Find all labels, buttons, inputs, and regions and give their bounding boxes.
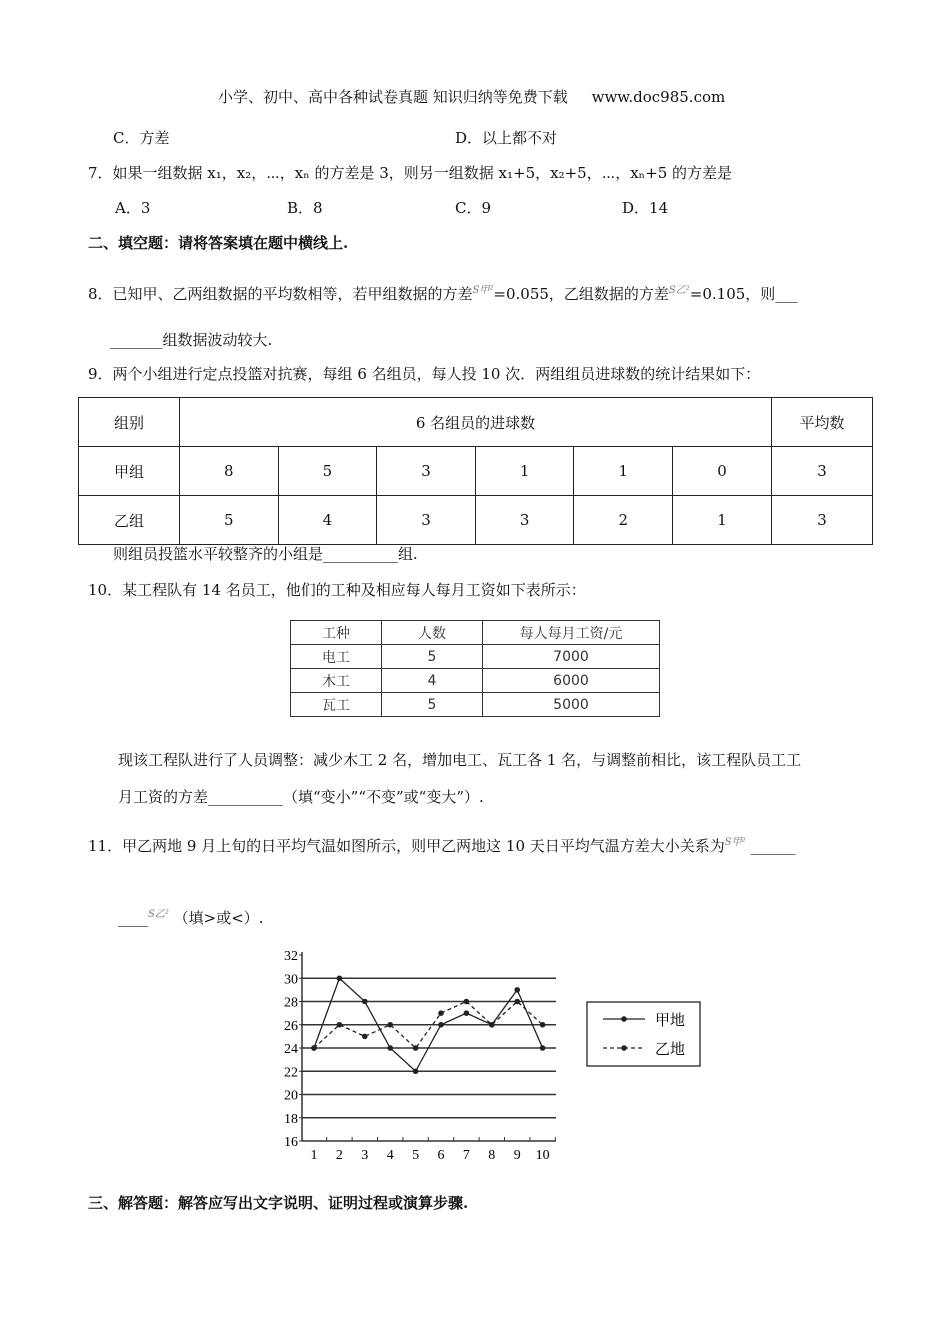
data-point xyxy=(387,1022,393,1028)
y-tick-label: 28 xyxy=(284,995,298,1011)
table-row: 乙组 5 4 3 3 2 1 3 xyxy=(79,496,873,545)
data-point xyxy=(464,1010,470,1016)
q11-line2: ____$^{S乙^2}$ （填>或<）. xyxy=(118,909,264,927)
x-tick-label: 10 xyxy=(535,1148,550,1163)
legend-label: 甲地 xyxy=(655,1011,686,1029)
x-tick-label: 5 xyxy=(412,1148,420,1163)
data-point xyxy=(413,1068,419,1074)
x-tick-label: 7 xyxy=(462,1148,470,1163)
data-point xyxy=(540,1022,546,1028)
q6-option-d: D．以上都不对 xyxy=(455,129,558,147)
x-tick-label: 2 xyxy=(335,1148,343,1163)
x-tick-label: 6 xyxy=(437,1148,445,1163)
q8-line2: _______组数据波动较大. xyxy=(110,331,273,349)
table-row: 电工 5 7000 xyxy=(291,645,660,669)
y-tick-label: 16 xyxy=(284,1135,298,1150)
q9-question: 则组员投篮水平较整齐的小组是__________组. xyxy=(113,545,418,563)
variance-symbol-yi: S乙² xyxy=(668,285,690,296)
q7-option-d: D．14 xyxy=(622,199,669,217)
q10-stem: 10．某工程队有 14 名员工，他们的工种及相应每人每月工资如下表所示： xyxy=(88,581,586,599)
legend-marker xyxy=(621,1045,627,1051)
header-cell: 6 名组员的进球数 xyxy=(180,398,772,447)
q10-line1: 现该工程队进行了人员调整：减少木工 2 名，增加电工、瓦工各 1 名，与调整前相比，该工程队员工工 xyxy=(118,751,802,769)
x-tick-label: 8 xyxy=(488,1148,496,1163)
data-point xyxy=(438,1022,444,1028)
q10-table: 工种 人数 每人每月工资/元 电工 5 7000 木工 4 6000 瓦工 5 5000 xyxy=(290,620,660,717)
header-text: 小学、初中、高中各种试卷真题 知识归纳等免费下载 xyxy=(218,88,568,106)
variance-symbol-jia: S甲² xyxy=(472,285,494,296)
y-tick-label: 30 xyxy=(284,972,298,988)
legend-marker xyxy=(621,1016,627,1022)
table-row: 甲组 8 5 3 1 1 0 3 xyxy=(79,447,873,496)
x-tick-label: 3 xyxy=(361,1148,369,1163)
table-row: 木工 4 6000 xyxy=(291,669,660,693)
y-tick-label: 26 xyxy=(284,1018,298,1034)
y-tick-label: 32 xyxy=(284,949,298,964)
section-2-heading: 二、填空题：请将答案填在题中横线上. xyxy=(88,234,349,252)
q6-option-c: C．方差 xyxy=(113,129,170,147)
q7-option-c: C．9 xyxy=(455,199,492,217)
q7-option-b: B．8 xyxy=(287,199,323,217)
q7-stem: 7．如果一组数据 x₁，x₂，⋯，xₙ 的方差是 3，则另一组数据 x₁+5，x₂+5，⋯，xₙ+5 的方差是 xyxy=(88,164,733,182)
y-tick-label: 20 xyxy=(284,1088,298,1104)
section-3-heading: 三、解答题：解答应写出文字说明、证明过程或演算步骤. xyxy=(88,1194,469,1212)
header-cell: 平均数 xyxy=(772,398,873,447)
data-point xyxy=(337,1022,343,1028)
y-tick-label: 18 xyxy=(284,1111,298,1127)
q7-option-a: A．3 xyxy=(115,199,151,217)
data-point xyxy=(362,1034,368,1040)
table-row: 瓦工 5 5000 xyxy=(291,693,660,717)
data-point xyxy=(337,975,343,981)
data-point xyxy=(387,1045,393,1051)
q11-stem: 11．甲乙两地 9 月上旬的日平均气温如图所示，则甲乙两地这 10 天日平均气温方差大小关系为$^{S甲^2}$ ______ xyxy=(88,837,796,855)
data-point xyxy=(438,1010,444,1016)
q8-stem: 8．已知甲、乙两组数据的平均数相等，若甲组数据的方差$^{S甲^2}$=0.055，乙组数据的方差$^{S乙^2}$=0.105，则___ xyxy=(88,285,798,303)
legend-label: 乙地 xyxy=(655,1040,686,1058)
x-tick-label: 4 xyxy=(386,1148,394,1163)
y-tick-label: 24 xyxy=(284,1042,298,1057)
data-point xyxy=(540,1045,546,1051)
data-point xyxy=(514,987,520,993)
y-tick-label: 22 xyxy=(284,1065,298,1081)
data-point xyxy=(489,1022,495,1028)
q10-line2: 月工资的方差__________（填“变小”“不变”或“变大”）. xyxy=(118,788,484,806)
data-point xyxy=(514,999,520,1005)
data-point xyxy=(311,1045,317,1051)
data-point xyxy=(413,1045,419,1051)
x-tick-label: 1 xyxy=(310,1148,318,1163)
data-point xyxy=(362,999,368,1005)
data-point xyxy=(464,999,470,1005)
x-tick-label: 9 xyxy=(513,1148,521,1163)
header-cell: 组别 xyxy=(79,398,180,447)
header-url[interactable]: www.doc985.com xyxy=(591,88,726,106)
q9-stem: 9．两个小组进行定点投篮对抗赛，每组 6 名组员，每人投 10 次．两组组员进球数的统计结果如下： xyxy=(88,365,761,383)
